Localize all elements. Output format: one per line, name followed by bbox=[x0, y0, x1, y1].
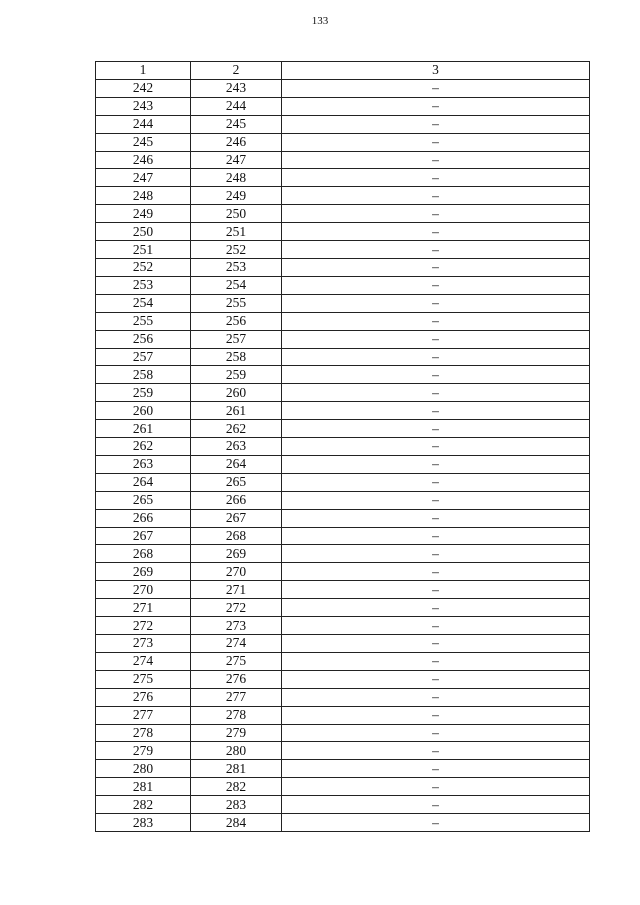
table-cell-col-1: 271 bbox=[96, 599, 191, 617]
table-row bbox=[96, 384, 590, 402]
table-row bbox=[96, 545, 590, 563]
table-cell-col-2: 265 bbox=[191, 473, 282, 491]
table-row bbox=[96, 402, 590, 420]
table-row bbox=[96, 635, 590, 653]
table-cell-col-2: 255 bbox=[191, 294, 282, 312]
table-cell-col-2: 264 bbox=[191, 455, 282, 473]
table-cell-col-2: 283 bbox=[191, 796, 282, 814]
table-cell-col-3: – bbox=[282, 635, 590, 653]
table-cell-col-2: 260 bbox=[191, 384, 282, 402]
table-cell-col-1: 250 bbox=[96, 223, 191, 241]
table-cell-col-1: 274 bbox=[96, 652, 191, 670]
table-cell-col-2: 275 bbox=[191, 652, 282, 670]
column-header-3: 3 bbox=[282, 62, 590, 80]
table-cell-col-1: 282 bbox=[96, 796, 191, 814]
table-row bbox=[96, 706, 590, 724]
table-row bbox=[96, 115, 590, 133]
table-cell-col-1: 263 bbox=[96, 455, 191, 473]
table-cell-col-1: 276 bbox=[96, 688, 191, 706]
table-cell-col-2: 243 bbox=[191, 79, 282, 97]
table-cell-col-1: 259 bbox=[96, 384, 191, 402]
table-cell-col-3: – bbox=[282, 169, 590, 187]
table-cell-col-1: 261 bbox=[96, 420, 191, 438]
table-cell-col-1: 262 bbox=[96, 438, 191, 456]
table-row bbox=[96, 814, 590, 832]
table-row bbox=[96, 778, 590, 796]
table-cell-col-1: 279 bbox=[96, 742, 191, 760]
table-cell-col-1: 255 bbox=[96, 312, 191, 330]
table-cell-col-1: 260 bbox=[96, 402, 191, 420]
table-row bbox=[96, 509, 590, 527]
table-cell-col-3: – bbox=[282, 814, 590, 832]
data-table bbox=[95, 61, 590, 832]
table-cell-col-3: – bbox=[282, 241, 590, 259]
table-cell-col-2: 252 bbox=[191, 241, 282, 259]
table-cell-col-1: 275 bbox=[96, 670, 191, 688]
table-cell-col-3: – bbox=[282, 670, 590, 688]
table-cell-col-1: 273 bbox=[96, 635, 191, 653]
table-cell-col-3: – bbox=[282, 491, 590, 509]
table-row bbox=[96, 258, 590, 276]
table-cell-col-2: 244 bbox=[191, 97, 282, 115]
table-row bbox=[96, 187, 590, 205]
table-cell-col-2: 284 bbox=[191, 814, 282, 832]
table-cell-col-1: 249 bbox=[96, 205, 191, 223]
table-cell-col-1: 243 bbox=[96, 97, 191, 115]
table-cell-col-2: 272 bbox=[191, 599, 282, 617]
table-cell-col-2: 261 bbox=[191, 402, 282, 420]
table-cell-col-1: 277 bbox=[96, 706, 191, 724]
table-cell-col-3: – bbox=[282, 115, 590, 133]
table-cell-col-2: 282 bbox=[191, 778, 282, 796]
table-cell-col-1: 264 bbox=[96, 473, 191, 491]
table-row bbox=[96, 724, 590, 742]
table-cell-col-2: 249 bbox=[191, 187, 282, 205]
table-row bbox=[96, 599, 590, 617]
table-row bbox=[96, 330, 590, 348]
table-cell-col-1: 252 bbox=[96, 258, 191, 276]
table-cell-col-2: 248 bbox=[191, 169, 282, 187]
table-row bbox=[96, 294, 590, 312]
table-cell-col-1: 256 bbox=[96, 330, 191, 348]
table-row bbox=[96, 366, 590, 384]
table-cell-col-2: 268 bbox=[191, 527, 282, 545]
table-cell-col-2: 270 bbox=[191, 563, 282, 581]
table-cell-col-1: 244 bbox=[96, 115, 191, 133]
table-cell-col-1: 270 bbox=[96, 581, 191, 599]
table-row bbox=[96, 742, 590, 760]
table-cell-col-2: 256 bbox=[191, 312, 282, 330]
table-row bbox=[96, 276, 590, 294]
table-cell-col-2: 247 bbox=[191, 151, 282, 169]
table-cell-col-1: 246 bbox=[96, 151, 191, 169]
table-cell-col-2: 267 bbox=[191, 509, 282, 527]
table-cell-col-2: 266 bbox=[191, 491, 282, 509]
table-cell-col-3: – bbox=[282, 187, 590, 205]
table-cell-col-3: – bbox=[282, 366, 590, 384]
table-cell-col-2: 245 bbox=[191, 115, 282, 133]
table-cell-col-3: – bbox=[282, 294, 590, 312]
table-cell-col-1: 242 bbox=[96, 79, 191, 97]
table-row bbox=[96, 312, 590, 330]
table-cell-col-3: – bbox=[282, 581, 590, 599]
table-cell-col-3: – bbox=[282, 455, 590, 473]
table-cell-col-2: 257 bbox=[191, 330, 282, 348]
table-cell-col-3: – bbox=[282, 617, 590, 635]
table-cell-col-3: – bbox=[282, 258, 590, 276]
table-cell-col-2: 279 bbox=[191, 724, 282, 742]
table-cell-col-3: – bbox=[282, 473, 590, 491]
table-row bbox=[96, 688, 590, 706]
table-cell-col-3: – bbox=[282, 796, 590, 814]
table-row bbox=[96, 223, 590, 241]
table-cell-col-3: – bbox=[282, 509, 590, 527]
table-cell-col-3: – bbox=[282, 402, 590, 420]
table-cell-col-2: 276 bbox=[191, 670, 282, 688]
table-cell-col-3: – bbox=[282, 205, 590, 223]
table-cell-col-1: 283 bbox=[96, 814, 191, 832]
table-cell-col-1: 265 bbox=[96, 491, 191, 509]
table-cell-col-3: – bbox=[282, 599, 590, 617]
table-row bbox=[96, 438, 590, 456]
table-row bbox=[96, 563, 590, 581]
table-cell-col-1: 278 bbox=[96, 724, 191, 742]
table-cell-col-1: 267 bbox=[96, 527, 191, 545]
table-cell-col-3: – bbox=[282, 706, 590, 724]
column-header-1: 1 bbox=[96, 62, 191, 80]
table-cell-col-1: 247 bbox=[96, 169, 191, 187]
table-cell-col-3: – bbox=[282, 133, 590, 151]
table-cell-col-3: – bbox=[282, 438, 590, 456]
table-cell-col-2: 277 bbox=[191, 688, 282, 706]
table-row bbox=[96, 205, 590, 223]
table-cell-col-3: – bbox=[282, 348, 590, 366]
table-cell-col-1: 254 bbox=[96, 294, 191, 312]
table-cell-col-3: – bbox=[282, 545, 590, 563]
table-cell-col-2: 251 bbox=[191, 223, 282, 241]
table-cell-col-1: 272 bbox=[96, 617, 191, 635]
table-cell-col-3: – bbox=[282, 778, 590, 796]
table-cell-col-3: – bbox=[282, 652, 590, 670]
table-body bbox=[96, 62, 590, 832]
table-row bbox=[96, 133, 590, 151]
table-row bbox=[96, 670, 590, 688]
table-cell-col-1: 268 bbox=[96, 545, 191, 563]
table-cell-col-3: – bbox=[282, 563, 590, 581]
table-cell-col-3: – bbox=[282, 223, 590, 241]
table-cell-col-3: – bbox=[282, 384, 590, 402]
table-row bbox=[96, 420, 590, 438]
table-cell-col-2: 278 bbox=[191, 706, 282, 724]
table-cell-col-2: 280 bbox=[191, 742, 282, 760]
table-row bbox=[96, 97, 590, 115]
table-cell-col-2: 274 bbox=[191, 635, 282, 653]
table-row bbox=[96, 491, 590, 509]
table-cell-col-2: 258 bbox=[191, 348, 282, 366]
table-header-row bbox=[96, 62, 590, 80]
table-cell-col-1: 248 bbox=[96, 187, 191, 205]
table-cell-col-2: 250 bbox=[191, 205, 282, 223]
table-row bbox=[96, 760, 590, 778]
table-cell-col-1: 245 bbox=[96, 133, 191, 151]
table-cell-col-3: – bbox=[282, 276, 590, 294]
table-row bbox=[96, 652, 590, 670]
table-cell-col-3: – bbox=[282, 151, 590, 169]
table-cell-col-1: 269 bbox=[96, 563, 191, 581]
table-cell-col-3: – bbox=[282, 527, 590, 545]
table-cell-col-1: 253 bbox=[96, 276, 191, 294]
table-cell-col-2: 253 bbox=[191, 258, 282, 276]
table-row bbox=[96, 527, 590, 545]
table-cell-col-3: – bbox=[282, 724, 590, 742]
table-row bbox=[96, 455, 590, 473]
table-row bbox=[96, 79, 590, 97]
table-cell-col-3: – bbox=[282, 760, 590, 778]
table-cell-col-1: 258 bbox=[96, 366, 191, 384]
table-cell-col-2: 263 bbox=[191, 438, 282, 456]
table-cell-col-2: 271 bbox=[191, 581, 282, 599]
table-row bbox=[96, 169, 590, 187]
table-cell-col-2: 273 bbox=[191, 617, 282, 635]
table-cell-col-2: 259 bbox=[191, 366, 282, 384]
table-cell-col-1: 280 bbox=[96, 760, 191, 778]
table-cell-col-2: 246 bbox=[191, 133, 282, 151]
table-cell-col-3: – bbox=[282, 688, 590, 706]
table-cell-col-2: 281 bbox=[191, 760, 282, 778]
table-row bbox=[96, 241, 590, 259]
table-cell-col-1: 266 bbox=[96, 509, 191, 527]
table-cell-col-1: 251 bbox=[96, 241, 191, 259]
table-cell-col-2: 269 bbox=[191, 545, 282, 563]
table-row bbox=[96, 796, 590, 814]
page-number: 133 bbox=[311, 15, 329, 27]
table-cell-col-3: – bbox=[282, 330, 590, 348]
table-cell-col-3: – bbox=[282, 420, 590, 438]
table-cell-col-3: – bbox=[282, 742, 590, 760]
table-row bbox=[96, 581, 590, 599]
column-header-2: 2 bbox=[191, 62, 282, 80]
table-row bbox=[96, 617, 590, 635]
table-cell-col-2: 262 bbox=[191, 420, 282, 438]
table-row bbox=[96, 348, 590, 366]
table-cell-col-1: 281 bbox=[96, 778, 191, 796]
table-cell-col-3: – bbox=[282, 79, 590, 97]
table-row bbox=[96, 473, 590, 491]
table-cell-col-3: – bbox=[282, 312, 590, 330]
table-row bbox=[96, 151, 590, 169]
table-cell-col-3: – bbox=[282, 97, 590, 115]
table-cell-col-2: 254 bbox=[191, 276, 282, 294]
table-cell-col-1: 257 bbox=[96, 348, 191, 366]
